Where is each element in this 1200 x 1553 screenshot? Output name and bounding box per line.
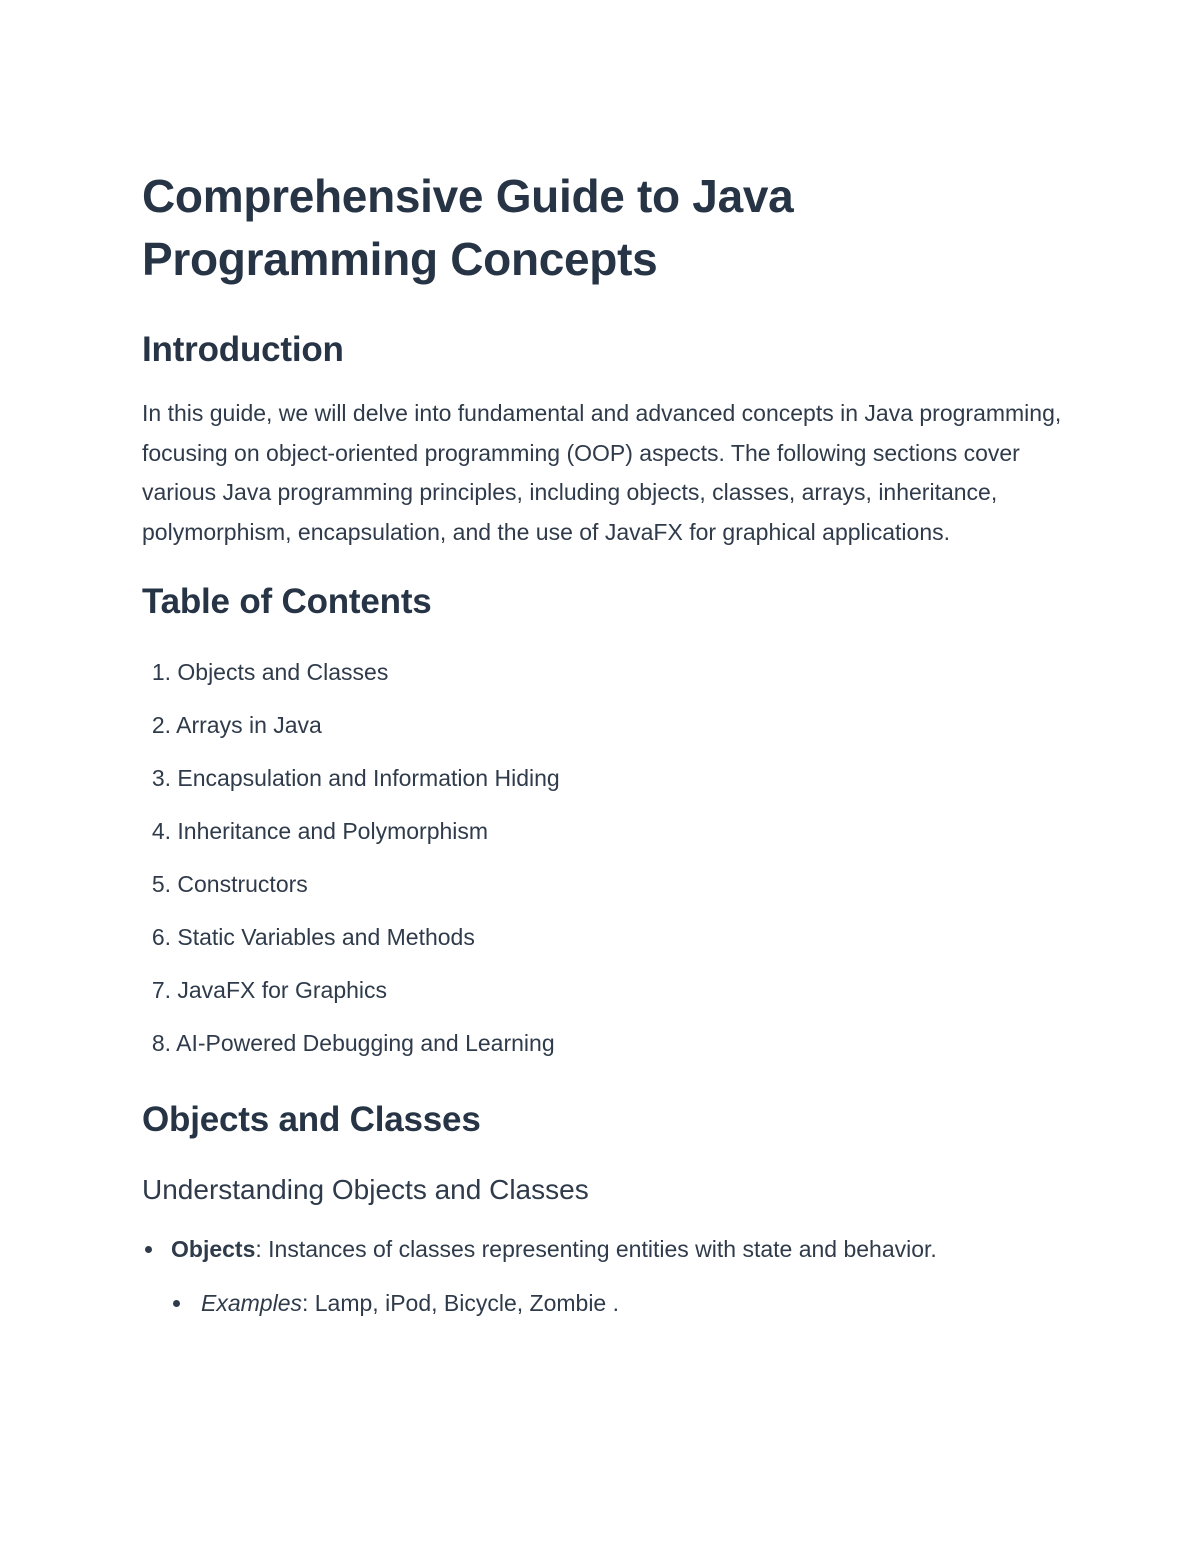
toc-item-number: 7. [151,977,171,1003]
document-page [142,165,1072,1323]
toc-item-label: Constructors [177,871,308,897]
introduction-heading: Introduction [142,330,344,369]
toc-item [142,646,1072,699]
introduction-paragraph: In this guide, we will delve into fundamental and advanced concepts in Java programming, focusing on object-oriented programming (OOP) aspects. The following sections cover various Java programming principles, including objects, classes, arrays, inheritance, polymorphism, encapsulation, and the use of JavaFX for graphical applications. [142,400,1062,545]
list-item [171,1284,1072,1324]
toc-item-label: JavaFX for Graphics [177,977,388,1003]
toc-item-label: Encapsulation and Information Hiding [177,765,560,791]
document-title: Comprehensive Guide to Java Programming Concepts [142,170,794,285]
toc-item-label: AI-Powered Debugging and Learning [176,1030,555,1056]
toc-item [142,699,1072,752]
toc-heading: Table of Contents [142,582,432,621]
toc-item-number: 3. [151,765,171,791]
sub-bullet-term: Examples [201,1289,302,1316]
toc-item-number: 4. [151,818,171,844]
toc-item [142,805,1072,858]
toc-item-label: Objects and Classes [177,659,389,685]
toc-item [142,911,1072,964]
objects-classes-heading: Objects and Classes [142,1100,481,1139]
understanding-subheading: Understanding Objects and Classes [142,1174,589,1205]
toc-item-number: 5. [151,871,171,897]
toc-item-label: Inheritance and Polymorphism [177,818,489,844]
toc-item-number: 6. [151,924,171,950]
toc-item-label: Static Variables and Methods [177,924,475,950]
toc-item [142,752,1072,805]
sub-bullet-text: : Lamp, iPod, Bicycle, Zombie . [301,1289,619,1316]
objects-bullet-list [142,1230,1072,1323]
toc-item-number: 1. [151,659,171,685]
toc-item-label: Arrays in Java [176,712,322,738]
toc-item-number: 8. [151,1030,171,1056]
toc-item-number: 2. [151,712,171,738]
toc-item [142,964,1072,1017]
bullet-term: Objects [171,1236,256,1262]
toc-item [142,858,1072,911]
examples-sub-list [171,1284,1072,1324]
table-of-contents [142,646,1072,1070]
toc-item [142,1017,1072,1070]
list-item [142,1230,1072,1323]
bullet-text: : Instances of classes representing entities with state and behavior. [255,1236,937,1262]
